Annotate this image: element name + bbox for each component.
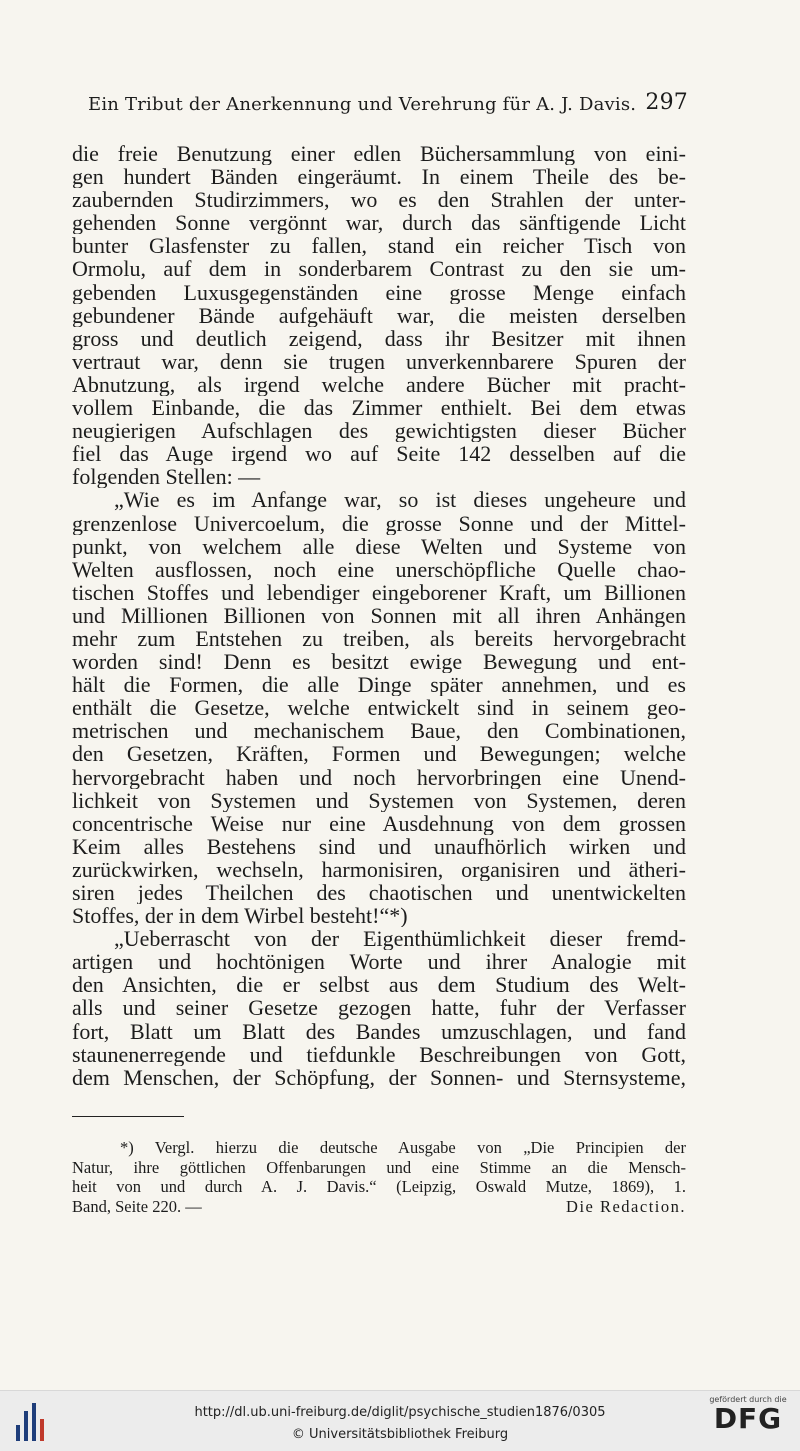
text-line: gen hundert Bänden eingeräumt. In einem Theile des be- [72,165,686,189]
text-line: lichkeit von Systemen und Systemen von Systemen, deren [72,788,686,812]
permalink-url[interactable]: http://dl.ub.uni-freiburg.de/diglit/psychische_studien1876/0305 [194,1405,606,1420]
text-line: concentrische Weise nur eine Ausdehnung von dem grossen [72,811,686,835]
footnote-line: Band, Seite 220. — [72,1196,202,1216]
text-line: Ormolu, auf dem in sonderbarem Contrast zu den sie um- [72,257,686,281]
running-header [88,90,688,115]
text-line: und Millionen Billionen von Sonnen mit all ihren Anhängen [72,603,686,627]
dfg-caption: gefördert durch die [709,1395,787,1404]
footnote-line: *) Vergl. hierzu die deutsche Ausgabe von „Die Principien der [120,1138,686,1157]
text-line: gebenden Luxusgegenständen eine grosse Menge einfach [72,280,686,304]
text-line: neugierigen Aufschlagen des gewichtigsten dieser Bücher [72,419,686,443]
footnote-line: heit von und durch A. J. Davis.“ (Leipzig, Oswald Mutze, 1869), 1. [72,1177,686,1197]
text-line: staunenerregende und tiefdunkle Beschreibungen von Gott, [72,1042,686,1066]
text-line: bunter Glasfenster zu fallen, stand ein reicher Tisch von [72,234,686,258]
text-line: artigen und hochtönigen Worte und ihrer Analogie mit [72,950,686,974]
text-line: punkt, von welchem alle diese Welten und Systeme von [72,534,686,558]
text-line: hält die Formen, die alle Dinge später annehmen, und es [72,673,686,697]
copyright-text: © Universitätsbibliothek Freiburg [291,1427,509,1442]
text-line: „Ueberrascht von der Eigenthümlichkeit dieser fremd- [114,927,686,951]
dfg-logo [706,1395,790,1434]
text-line: dem Menschen, der Schöpfung, der Sonnen- und Sternsysteme, [72,1065,686,1089]
text-line: gehenden Sonne vergönnt war, durch das sänftigende Licht [72,211,686,235]
text-line: tischen Stoffes und lebendiger eingeborener Kraft, um Billionen [72,580,686,604]
text-line: zaubernden Studirzimmers, wo es den Strahlen der unter- [72,188,686,212]
text-line: grenzenlose Univercoelum, die grosse Sonne und der Mittel- [72,511,686,535]
text-line: den Ansichten, die er selbst aus dem Studium des Welt- [72,973,686,997]
text-line: folgenden Stellen: — [72,465,261,489]
text-line: Stoffes, der in dem Wirbel besteht!“*) [72,904,408,928]
footnote-signature: Die Redaction. [566,1196,686,1216]
page-number: 297 [645,90,688,115]
text-line: siren jedes Theilchen des chaotischen und unentwickelten [72,881,686,905]
text-line: mehr zum Entstehen zu treiben, als bereits hervorgebracht [72,626,686,651]
text-line: Keim alles Bestehens sind und unaufhörlich wirken und [72,834,686,858]
text-line: hervorgebracht haben und noch hervorbringen eine Unend- [72,765,686,789]
header-title: Ein Tribut der Anerkennung und Verehrung für A. J. Davis. [88,94,637,115]
text-line: vertraut war, denn sie trugen unverkennbarere Spuren der [72,349,686,373]
body-text [72,142,686,1089]
text-line: enthält die Gesetze, welche entwickelt sind in seinem geo- [72,696,686,720]
text-line: Welten ausflossen, noch eine unerschöpfliche Quelle chao- [72,557,686,581]
viewer-footer-bar [0,1390,800,1451]
footnote [72,1138,686,1216]
footnote-line: Natur, ihre göttlichen Offenbarungen und eine Stimme an die Mensch- [72,1157,686,1177]
text-line: vollem Einbande, die das Zimmer enthielt. Bei dem etwas [72,396,686,420]
text-line: worden sind! Denn es besitzt ewige Bewegung und ent- [72,650,686,674]
text-line: fort, Blatt um Blatt des Bandes umzuschlagen, und fand [72,1019,686,1043]
text-line: metrischen und mechanischem Baue, den Combinationen, [72,719,686,743]
text-line: den Gesetzen, Kräften, Formen und Bewegungen; welche [72,742,686,766]
text-line: gebundener Bände aufgehäuft war, die meisten derselben [72,303,686,327]
text-line: fiel das Auge irgend wo auf Seite 142 desselben auf die [72,442,686,466]
text-line: „Wie es im Anfange war, so ist dieses ungeheure und [114,488,686,512]
text-line: gross und deutlich zeigend, dass ihr Besitzer mit ihnen [72,326,686,350]
footnote-last-line [72,1197,686,1217]
dfg-logo-text: DFG [713,1402,783,1435]
text-line: Abnutzung, als irgend welche andere Bücher mit pracht- [72,372,686,397]
text-line: die freie Benutzung einer edlen Büchersammlung von eini- [72,142,686,166]
text-line: zurückwirken, wechseln, harmonisiren, organisiren und ätheri- [72,857,686,881]
text-line: alls und seiner Gesetze gezogen hatte, fuhr der Verfasser [72,996,686,1020]
footnote-rule [72,1116,184,1117]
